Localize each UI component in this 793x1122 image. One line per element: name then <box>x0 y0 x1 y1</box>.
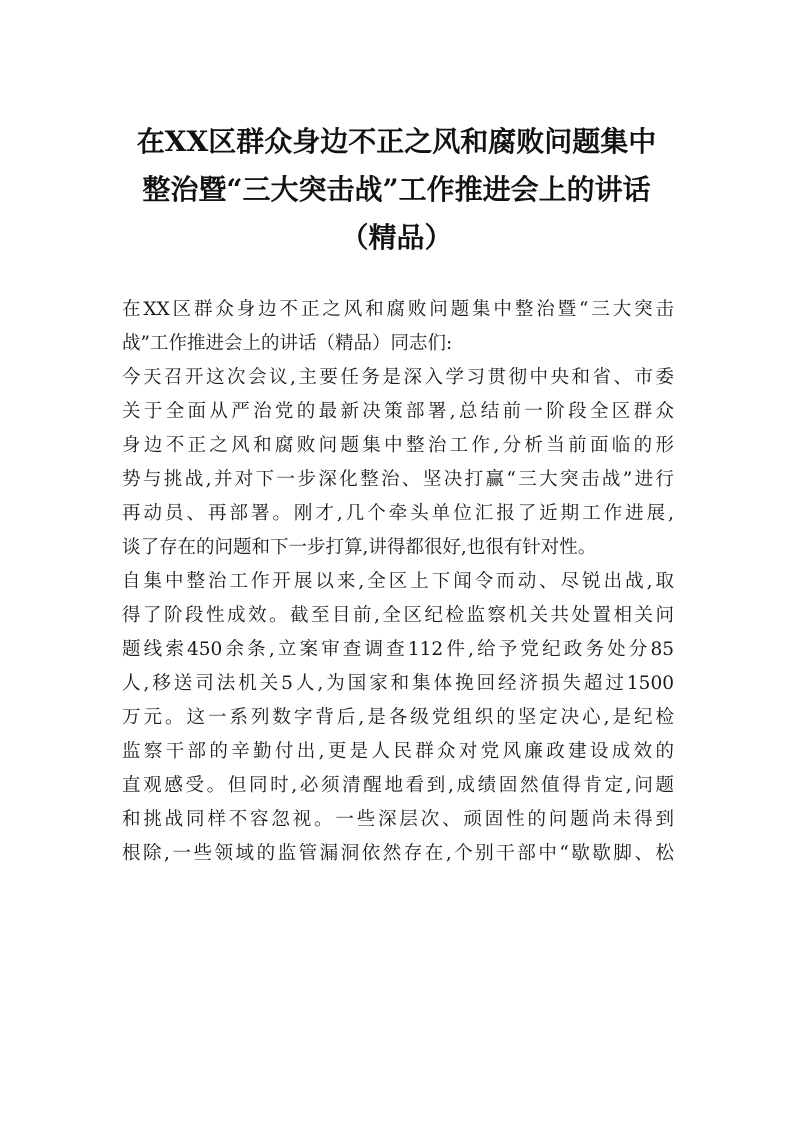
body-line: 再动员、再部署。刚才,几个牵头单位汇报了近期工作进展, <box>122 503 674 524</box>
paragraph-purpose <box>122 361 674 565</box>
title-line: 在XX区群众身边不正之风和腐败问题集中 <box>136 125 657 158</box>
body-line: 监察干部的辛勤付出,更是人民群众对党风廉政建设成效的 <box>122 741 674 762</box>
body-line: 势与挑战,并对下一步深化整治、坚决打赢“三大突击战”进行 <box>122 469 674 490</box>
body-line: 得了阶段性成效。截至目前,全区纪检监察机关共处置相关问 <box>122 605 674 626</box>
body-line: 在XX区群众身边不正之风和腐败问题集中整治暨“三大突击 <box>122 299 674 320</box>
paragraph-achievements <box>122 565 674 871</box>
title-line: （精品） <box>340 221 453 254</box>
title-line: 整治暨“三大突击战”工作推进会上的讲话 <box>142 173 651 206</box>
body-line: 根除,一些领域的监管漏洞依然存在,个别干部中“歇歇脚、松 <box>122 843 674 864</box>
body-line: 今天召开这次会议,主要任务是深入学习贯彻中央和省、市委 <box>122 367 674 388</box>
body-line: 战”工作推进会上的讲话（精品）同志们: <box>122 333 453 354</box>
body-line: 关于全面从严治党的最新决策部署,总结前一阶段全区群众 <box>122 401 674 422</box>
document-title <box>100 118 693 262</box>
body-line: 自集中整治工作开展以来,全区上下闻令而动、尽锐出战,取 <box>122 571 674 592</box>
body-line: 身边不正之风和腐败问题集中整治工作,分析当前面临的形 <box>122 435 674 456</box>
document-body <box>122 293 674 871</box>
body-line: 直观感受。但同时,必须清醒地看到,成绩固然值得肯定,问题 <box>122 775 674 796</box>
body-line: 人,移送司法机关5人,为国家和集体挽回经济损失超过1500 <box>122 673 674 694</box>
body-line: 谈了存在的问题和下一步打算,讲得都很好,也很有针对性。 <box>122 537 597 558</box>
body-line: 万元。这一系列数字背后,是各级党组织的坚定决心,是纪检 <box>122 707 674 728</box>
body-line: 题线索450余条,立案审查调查112件,给予党纪政务处分85 <box>122 639 674 660</box>
body-line: 和挑战同样不容忽视。一些深层次、顽固性的问题尚未得到 <box>122 809 674 830</box>
paragraph-opening <box>122 293 674 361</box>
